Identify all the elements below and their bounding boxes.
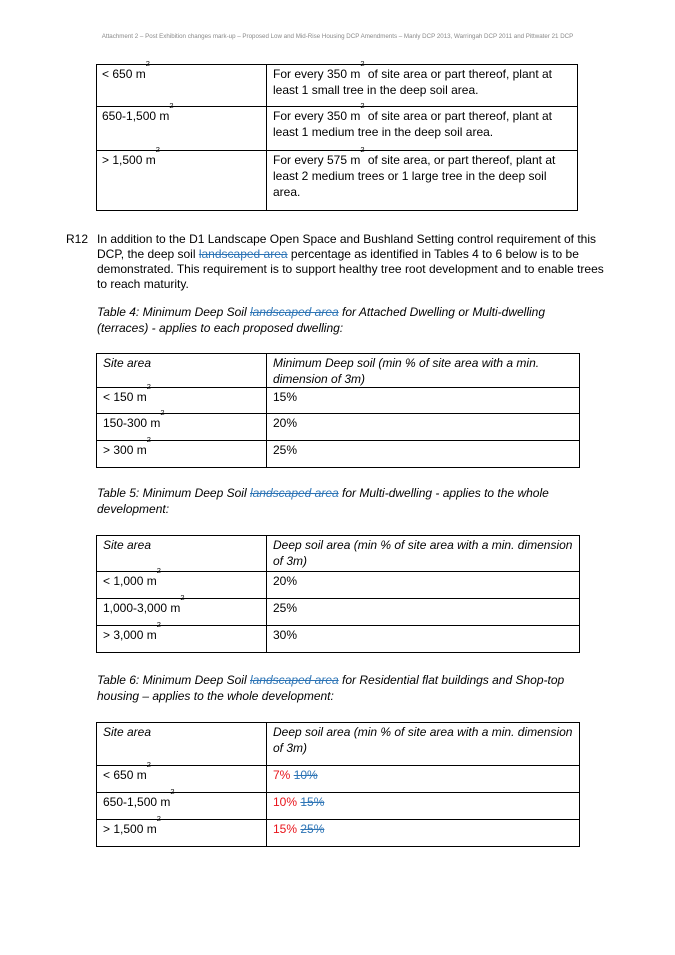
table-row — [97, 626, 580, 653]
value-cell: 20% — [267, 414, 580, 441]
column-header: Site area — [97, 354, 267, 388]
value-cell — [267, 793, 580, 820]
page-header: Attachment 2 – Post Exhibition changes mark-up – Proposed Low and Mid-Rise Housing DCP Amendments – Manly DCP 2013, Warringah DCP 2011 and Pittwater 21 DCP — [101, 33, 574, 40]
deleted-text: landscaped area — [249, 305, 339, 319]
site-area-cell: 1,000-3,000 $m^2$ — [97, 599, 267, 626]
table-header-row — [97, 723, 580, 766]
deleted-text: landscaped area — [249, 673, 339, 687]
requirement-cell: For every 350 $m^2$ of site area or part thereof, plant at least 1 small tree in the deep soil area. — [267, 65, 578, 107]
site-area-cell: > 3,000 $m^2$ — [97, 626, 267, 653]
table-row — [97, 151, 578, 211]
table6 — [96, 722, 580, 847]
table-row — [97, 107, 578, 151]
value-cell: 30% — [267, 626, 580, 653]
control-label: R12 — [66, 232, 89, 246]
deleted-text: 15% — [300, 795, 325, 809]
deleted-text: 10% — [293, 768, 318, 782]
table-row — [97, 599, 580, 626]
column-header: Minimum Deep soil (min % of site area with a min. dimension of 3m) — [267, 354, 580, 388]
table-header-row — [97, 354, 580, 388]
requirement-cell: For every 350 $m^2$ of site area or part thereof, plant at least 1 medium tree in the deep soil area. — [267, 107, 578, 151]
site-area-cell: 150-300 $m^2$ — [97, 414, 267, 441]
site-area-cell: 650-1,500 $m^2$ — [97, 107, 267, 151]
site-area-cell: > 1,500 $m^2$ — [97, 820, 267, 847]
table-row — [97, 388, 580, 414]
column-header: Deep soil area (min % of site area with a min. dimension of 3m) — [267, 723, 580, 766]
value-cell: 25% — [267, 441, 580, 468]
column-header: Site area — [97, 536, 267, 572]
table-row — [97, 414, 580, 441]
table-row — [97, 766, 580, 793]
table5-caption: Table 5: Minimum Deep Soil landscaped area for Multi-dwelling - applies to the whole development: — [97, 486, 549, 516]
deleted-text: landscaped area — [198, 247, 288, 261]
deleted-text: landscaped area — [249, 486, 339, 500]
tree-planting-table — [96, 59, 578, 211]
value-cell — [267, 820, 580, 847]
inserted-text: 7% — [273, 768, 291, 782]
column-header: Deep soil area (min % of site area with a min. dimension of 3m) — [267, 536, 580, 572]
table4-caption: Table 4: Minimum Deep Soil landscaped area for Attached Dwelling or Multi-dwelling (terraces) - applies to each proposed dwelling: — [97, 305, 546, 335]
site-area-cell: 650-1,500 $m^2$ — [97, 793, 267, 820]
table-header-row — [97, 536, 580, 572]
table4 — [96, 353, 580, 468]
table-row — [97, 572, 580, 599]
table5 — [96, 535, 580, 653]
value-cell: 20% — [267, 572, 580, 599]
value-cell: 25% — [267, 599, 580, 626]
column-header: Site area — [97, 723, 267, 766]
table-row — [97, 441, 580, 468]
requirement-cell: For every 575 $m^2$ of site area, or part thereof, plant at least 2 medium trees or 1 large tree in the deep soil area. — [267, 151, 578, 211]
control-text: In addition to the D1 Landscape Open Space and Bushland Setting control requirement of this DCP, the deep soil landscaped area percentage as identified in Tables 4 to 6 below is to be demonstrated. This requirement is to support healthy tree root development and to enable trees to reach maturity. — [97, 232, 604, 291]
site-area-cell: > 1,500 $m^2$ — [97, 151, 267, 211]
site-area-cell: < 1,000 $m^2$ — [97, 572, 267, 599]
inserted-text: 15% — [273, 822, 298, 836]
value-cell — [267, 766, 580, 793]
table-row — [97, 820, 580, 847]
inserted-text: 10% — [273, 795, 298, 809]
site-area-cell: < 150 $m^2$ — [97, 388, 267, 414]
site-area-cell: < 650 $m^2$ — [97, 65, 267, 107]
site-area-cell: > 300 $m^2$ — [97, 441, 267, 468]
site-area-cell: < 650 $m^2$ — [97, 766, 267, 793]
table-row — [97, 793, 580, 820]
value-cell: 15% — [267, 388, 580, 414]
table6-caption: Table 6: Minimum Deep Soil landscaped area for Residential flat buildings and Shop-top housing – applies to the whole development: — [97, 673, 565, 703]
deleted-text: 25% — [300, 822, 325, 836]
